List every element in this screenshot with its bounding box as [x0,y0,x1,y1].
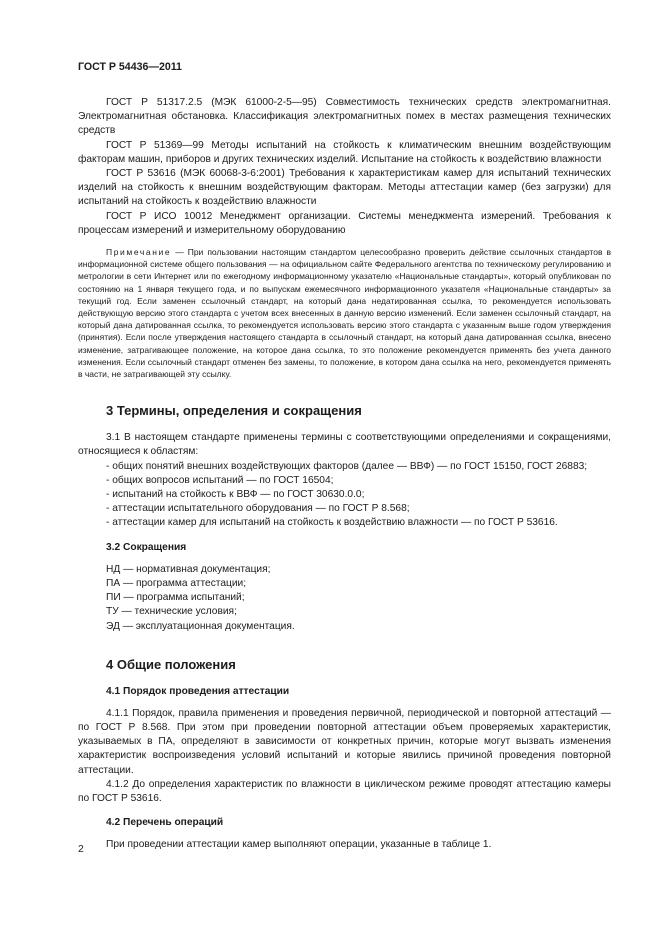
abbreviation-item: ЭД — эксплуатационная документация. [106,620,295,632]
reference-item: ГОСТ Р 51369—99 Методы испытаний на стойкость к климатическим внешним воздействующим факторам машин, приборов и других технических изделий. Испытание на стойкость к воздействию влажности [78,139,611,165]
paragraph-4-1-1: 4.1.1 Порядок, правила применения и проведения первичной, периодической и повторной аттестаций — по ГОСТ Р 8.568. При этом при проведении повторной аттестации объем проверяемых характеристик, указываемых в ПА, определяют в зависимости от конкретных причин, которые могут вызвать изменения характеристик воспроизведения условий испытаний и которые явились причиной проведения повторной аттестации. [78,707,611,776]
reference-item: ГОСТ Р 53616 (МЭК 60068-3-6:2001) Требования к характеристикам камер для испытаний технических изделий на стойкость к внешним воздействующим факторам. Методы аттестации камер (без загрузки) для испытаний на стойкость к воздействию влажности [78,168,611,208]
abbreviation-item: НД — нормативная документация; [106,563,271,575]
paragraph-4-1-2: 4.1.2 До определения характеристик по влажности в циклическом режиме проводят аттестацию камеры по ГОСТ Р 53616. [78,778,611,804]
note-label: Примечание [106,247,172,258]
section-3-2-heading: 3.2 Сокращения [106,541,187,553]
section-3-heading: 3 Термины, определения и сокращения [106,403,362,419]
list-item: - общих понятий внешних воздействующих факторов (далее — ВВФ) — по ГОСТ 15150, ГОСТ 26883; [106,460,588,472]
section-4-heading: 4 Общие положения [106,656,236,672]
abbreviation-item: ПА — программа аттестации; [106,577,247,589]
page-number: 2 [78,844,84,855]
note-text: — При пользовании настоящим стандартом целесообразно проверить действие ссылочных стандартов в информационной системе общего пользования — на официальном сайте Федерального агентства по техническому регулированию и метрологии в сети Интернет или по ежегодному информационному указателю «Национальные стандарты», который опубликован по состоянию на 1 января текущего года, и по выпускам ежемесячного информационного указателя «Национальные стандарты» за текущий год. Если заменен ссылочный стандарт, на который дана недатированная ссылка, то рекомендуется использовать действующую версию этого стандарта с учетом всех внесенных в данную версию изменений. Если заменен ссылочный стандарт, на который дана датированная ссылка, то рекомендуется использовать версию этого стандарта с указанным выше годом утверждения (принятия). Если после утверждения настоящего стандарта в ссылочный стандарт, на который дана датированная ссылка, внесено изменение, затрагивающее положение, на которое дана ссылка, то это положение рекомендуется применять без учета данного изменения. Если ссылочный стандарт отменен без замены, то положение, в котором дана ссылка на него, рекомендуется применять в части, не затрагивающей эту ссылку. [78,247,611,380]
reference-item: ГОСТ Р 51317.2.5 (МЭК 61000-2-5—95) Совместимость технических средств электромагнитная. Электромагнитная обстановка. Классификация электромагнитных помех в местах размещения технических средств [78,97,611,137]
section-3-1-intro: 3.1 В настоящем стандарте применены термины с соответствующими определениями и сокращениями, относящиеся к областям: [78,432,611,458]
section-4-2-heading: 4.2 Перечень операций [106,817,224,829]
list-item: - аттестации камер для испытаний на стойкость к воздействию влажности — по ГОСТ Р 53616. [106,517,558,529]
abbreviation-item: ПИ — программа испытаний; [106,592,245,604]
paragraph-4-2: При проведении аттестации камер выполняют операции, указанные в таблице 1. [106,839,492,851]
page-content [78,96,611,852]
list-item: - аттестации испытательного оборудования — по ГОСТ Р 8.568; [106,503,410,515]
list-item: - испытаний на стойкость к ВВФ — по ГОСТ 30630.0.0; [106,489,365,501]
abbreviation-item: ТУ — технические условия; [106,606,237,618]
section-4-1-heading: 4.1 Порядок проведения аттестации [106,685,290,697]
reference-item: ГОСТ Р ИСО 10012 Менеджмент организации. Системы менеджмента измерений. Требования к процессам измерений и измерительному оборудованию [78,210,611,236]
note-paragraph [78,246,611,380]
document-code: ГОСТ Р 54436—2011 [78,61,182,73]
list-item: - общих вопросов испытаний — по ГОСТ 16504; [106,474,334,486]
